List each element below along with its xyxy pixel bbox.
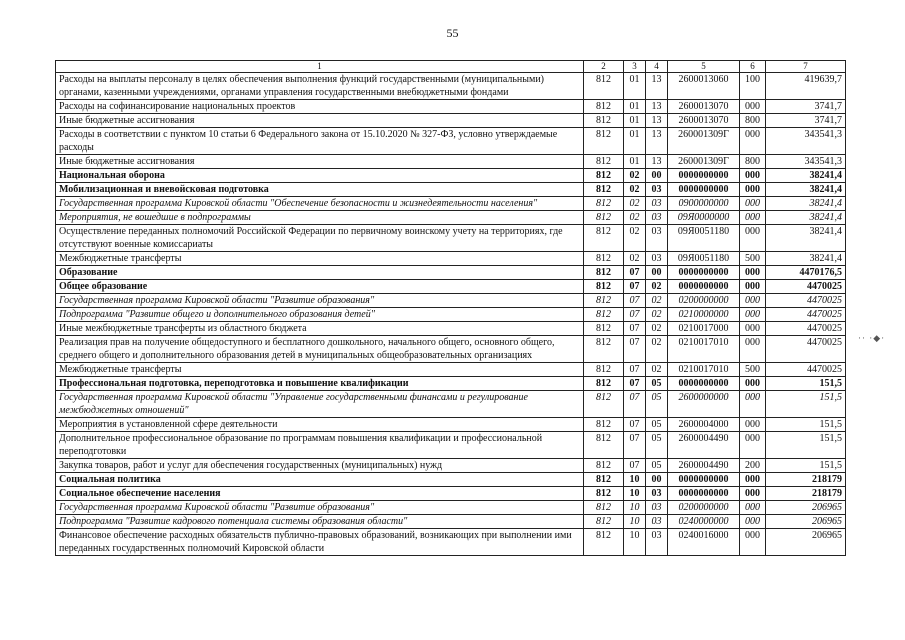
cell-ved: 812 [584, 169, 624, 183]
cell-name: Профессиональная подготовка, переподготовка и повышение квалификации [56, 377, 584, 391]
cell-vr: 100 [740, 73, 766, 100]
table-row [56, 294, 846, 308]
cell-rz: 10 [624, 487, 646, 501]
cell-csr: 2600000000 [668, 391, 740, 418]
cell-ved: 812 [584, 155, 624, 169]
cell-csr: 0210000000 [668, 308, 740, 322]
cell-sum: 218179 [766, 487, 846, 501]
header-cell: 5 [668, 61, 740, 73]
header-cell: 6 [740, 61, 766, 73]
cell-ved: 812 [584, 252, 624, 266]
cell-name: Расходы на софинансирование национальных проектов [56, 100, 584, 114]
cell-rz: 01 [624, 155, 646, 169]
cell-sum: 4470025 [766, 308, 846, 322]
cell-sum: 38241,4 [766, 197, 846, 211]
scan-artifact: ·· ·◆· [858, 333, 886, 343]
cell-ved: 812 [584, 114, 624, 128]
cell-ved: 812 [584, 501, 624, 515]
cell-ved: 812 [584, 322, 624, 336]
cell-sum: 206965 [766, 515, 846, 529]
cell-vr: 000 [740, 128, 766, 155]
cell-sum: 151,5 [766, 377, 846, 391]
cell-vr: 000 [740, 225, 766, 252]
cell-ved: 812 [584, 363, 624, 377]
cell-rz: 02 [624, 211, 646, 225]
cell-vr: 800 [740, 155, 766, 169]
cell-pr: 03 [646, 529, 668, 556]
table-row [56, 487, 846, 501]
cell-name: Образование [56, 266, 584, 280]
page-number: 55 [446, 26, 459, 40]
cell-rz: 07 [624, 336, 646, 363]
cell-rz: 01 [624, 128, 646, 155]
cell-name: Иные бюджетные ассигнования [56, 114, 584, 128]
cell-rz: 10 [624, 473, 646, 487]
cell-sum: 4470025 [766, 336, 846, 363]
cell-name: Мероприятия, не вошедшие в подпрограммы [56, 211, 584, 225]
cell-sum: 343541,3 [766, 155, 846, 169]
cell-vr: 000 [740, 169, 766, 183]
cell-name: Расходы в соответствии с пунктом 10 статьи 6 Федерального закона от 15.10.2020 № 327-ФЗ, условно утверждаемые расходы [56, 128, 584, 155]
cell-csr: 2600013070 [668, 114, 740, 128]
cell-rz: 02 [624, 225, 646, 252]
cell-rz: 01 [624, 114, 646, 128]
cell-sum: 4470025 [766, 363, 846, 377]
cell-csr: 0000000000 [668, 473, 740, 487]
cell-pr: 02 [646, 322, 668, 336]
cell-csr: 09Я0051180 [668, 225, 740, 252]
table-row [56, 211, 846, 225]
cell-name: Дополнительное профессиональное образование по программам повышения квалификации и профессиональной переподготовки [56, 432, 584, 459]
cell-pr: 02 [646, 294, 668, 308]
cell-vr: 000 [740, 418, 766, 432]
cell-sum: 206965 [766, 529, 846, 556]
cell-name: Государственная программа Кировской области "Развитие образования" [56, 501, 584, 515]
cell-name: Государственная программа Кировской области "Управление государственными финансами и регулирование межбюджетных отношений" [56, 391, 584, 418]
header-cell: 4 [646, 61, 668, 73]
cell-pr: 05 [646, 459, 668, 473]
table-row [56, 363, 846, 377]
cell-csr: 09Я0000000 [668, 211, 740, 225]
cell-name: Мобилизационная и вневойсковая подготовка [56, 183, 584, 197]
cell-rz: 10 [624, 529, 646, 556]
cell-vr: 000 [740, 515, 766, 529]
cell-rz: 07 [624, 266, 646, 280]
cell-pr: 00 [646, 169, 668, 183]
table-row [56, 418, 846, 432]
cell-ved: 812 [584, 128, 624, 155]
cell-pr: 00 [646, 266, 668, 280]
cell-rz: 07 [624, 418, 646, 432]
cell-rz: 02 [624, 169, 646, 183]
cell-rz: 01 [624, 73, 646, 100]
cell-csr: 2600013060 [668, 73, 740, 100]
cell-sum: 4470025 [766, 294, 846, 308]
cell-name: Межбюджетные трансферты [56, 363, 584, 377]
cell-pr: 02 [646, 280, 668, 294]
cell-sum: 38241,4 [766, 169, 846, 183]
table-row [56, 473, 846, 487]
cell-vr: 000 [740, 487, 766, 501]
cell-pr: 05 [646, 418, 668, 432]
cell-vr: 000 [740, 197, 766, 211]
cell-vr: 000 [740, 336, 766, 363]
cell-vr: 500 [740, 252, 766, 266]
cell-rz: 07 [624, 459, 646, 473]
cell-name: Осуществление переданных полномочий Российской Федерации по первичному воинскому учету на территориях, где отсутствуют военные комиссариаты [56, 225, 584, 252]
header-cell: 2 [584, 61, 624, 73]
cell-pr: 03 [646, 252, 668, 266]
cell-name: Закупка товаров, работ и услуг для обеспечения государственных (муниципальных) нужд [56, 459, 584, 473]
cell-name: Финансовое обеспечение расходных обязательств публично-правовых образований, возникающих при выполнении ими переданных государственных полномочий Кировской области [56, 529, 584, 556]
cell-pr: 13 [646, 73, 668, 100]
cell-ved: 812 [584, 391, 624, 418]
cell-name: Иные межбюджетные трансферты из областного бюджета [56, 322, 584, 336]
cell-rz: 02 [624, 252, 646, 266]
cell-ved: 812 [584, 211, 624, 225]
cell-sum: 218179 [766, 473, 846, 487]
cell-pr: 03 [646, 183, 668, 197]
cell-name: Подпрограмма "Развитие кадрового потенциала системы образования области" [56, 515, 584, 529]
cell-csr: 0200000000 [668, 294, 740, 308]
cell-csr: 0210017010 [668, 336, 740, 363]
cell-pr: 05 [646, 391, 668, 418]
cell-csr: 0240000000 [668, 515, 740, 529]
cell-pr: 05 [646, 432, 668, 459]
cell-sum: 151,5 [766, 418, 846, 432]
table-row [56, 73, 846, 100]
cell-name: Государственная программа Кировской области "Развитие образования" [56, 294, 584, 308]
cell-ved: 812 [584, 225, 624, 252]
table-row [56, 501, 846, 515]
cell-vr: 500 [740, 363, 766, 377]
cell-vr: 000 [740, 529, 766, 556]
table-row [56, 169, 846, 183]
cell-pr: 03 [646, 487, 668, 501]
cell-csr: 0000000000 [668, 266, 740, 280]
cell-pr: 13 [646, 114, 668, 128]
cell-rz: 07 [624, 322, 646, 336]
cell-csr: 2600004000 [668, 418, 740, 432]
cell-csr: 0000000000 [668, 377, 740, 391]
cell-rz: 07 [624, 391, 646, 418]
cell-csr: 0000000000 [668, 487, 740, 501]
cell-csr: 0210017000 [668, 322, 740, 336]
cell-name: Социальное обеспечение населения [56, 487, 584, 501]
cell-sum: 419639,7 [766, 73, 846, 100]
cell-csr: 0240016000 [668, 529, 740, 556]
cell-name: Социальная политика [56, 473, 584, 487]
table-row [56, 280, 846, 294]
cell-ved: 812 [584, 459, 624, 473]
cell-pr: 02 [646, 336, 668, 363]
cell-name: Мероприятия в установленной сфере деятельности [56, 418, 584, 432]
cell-pr: 02 [646, 363, 668, 377]
table-body [56, 73, 846, 556]
cell-csr: 09Я0051180 [668, 252, 740, 266]
cell-ved: 812 [584, 377, 624, 391]
cell-vr: 200 [740, 459, 766, 473]
cell-vr: 000 [740, 211, 766, 225]
cell-rz: 07 [624, 363, 646, 377]
cell-csr: 260001309Г [668, 155, 740, 169]
cell-pr: 03 [646, 515, 668, 529]
table-row [56, 391, 846, 418]
cell-sum: 3741,7 [766, 100, 846, 114]
cell-vr: 000 [740, 322, 766, 336]
table-row [56, 225, 846, 252]
cell-rz: 07 [624, 308, 646, 322]
table-row [56, 308, 846, 322]
cell-sum: 38241,4 [766, 183, 846, 197]
cell-rz: 02 [624, 183, 646, 197]
cell-rz: 10 [624, 501, 646, 515]
table-row [56, 515, 846, 529]
cell-sum: 38241,4 [766, 225, 846, 252]
cell-ved: 812 [584, 294, 624, 308]
cell-vr: 000 [740, 473, 766, 487]
cell-vr: 000 [740, 266, 766, 280]
cell-sum: 4470025 [766, 322, 846, 336]
header-cell: 3 [624, 61, 646, 73]
table-row [56, 114, 846, 128]
cell-ved: 812 [584, 308, 624, 322]
cell-pr: 03 [646, 211, 668, 225]
cell-csr: 0210017010 [668, 363, 740, 377]
cell-csr: 2600004490 [668, 432, 740, 459]
cell-ved: 812 [584, 183, 624, 197]
table-row [56, 529, 846, 556]
table-row [56, 322, 846, 336]
cell-csr: 0200000000 [668, 501, 740, 515]
cell-vr: 000 [740, 432, 766, 459]
cell-sum: 38241,4 [766, 252, 846, 266]
cell-ved: 812 [584, 418, 624, 432]
cell-sum: 151,5 [766, 459, 846, 473]
cell-vr: 800 [740, 114, 766, 128]
cell-ved: 812 [584, 266, 624, 280]
cell-ved: 812 [584, 280, 624, 294]
cell-csr: 0000000000 [668, 280, 740, 294]
table-row [56, 155, 846, 169]
cell-rz: 07 [624, 280, 646, 294]
cell-ved: 812 [584, 487, 624, 501]
cell-sum: 151,5 [766, 432, 846, 459]
cell-pr: 03 [646, 501, 668, 515]
cell-csr: 2600004490 [668, 459, 740, 473]
cell-csr: 0900000000 [668, 197, 740, 211]
cell-pr: 02 [646, 308, 668, 322]
cell-vr: 000 [740, 280, 766, 294]
cell-name: Государственная программа Кировской области "Обеспечение безопасности и жизнедеятельности населения" [56, 197, 584, 211]
cell-vr: 000 [740, 100, 766, 114]
cell-sum: 206965 [766, 501, 846, 515]
cell-pr: 00 [646, 473, 668, 487]
cell-pr: 13 [646, 100, 668, 114]
cell-vr: 000 [740, 391, 766, 418]
cell-name: Иные бюджетные ассигнования [56, 155, 584, 169]
cell-csr: 2600013070 [668, 100, 740, 114]
cell-ved: 812 [584, 515, 624, 529]
cell-rz: 07 [624, 377, 646, 391]
cell-vr: 000 [740, 183, 766, 197]
cell-pr: 13 [646, 128, 668, 155]
cell-name: Реализация прав на получение общедоступного и бесплатного дошкольного, начального общего, основного общего, среднего общего и дополнительного образования детей в муниципальных общеобразовательных организациях [56, 336, 584, 363]
cell-vr: 000 [740, 377, 766, 391]
table-row [56, 100, 846, 114]
cell-rz: 02 [624, 197, 646, 211]
table-header-row [56, 61, 846, 73]
cell-name: Подпрограмма "Развитие общего и дополнительного образования детей" [56, 308, 584, 322]
table-row [56, 197, 846, 211]
cell-vr: 000 [740, 294, 766, 308]
cell-csr: 0000000000 [668, 183, 740, 197]
cell-name: Общее образование [56, 280, 584, 294]
cell-name: Межбюджетные трансферты [56, 252, 584, 266]
cell-vr: 000 [740, 308, 766, 322]
cell-ved: 812 [584, 473, 624, 487]
cell-sum: 4470176,5 [766, 266, 846, 280]
table-row [56, 183, 846, 197]
cell-sum: 4470025 [766, 280, 846, 294]
cell-sum: 343541,3 [766, 128, 846, 155]
table-row [56, 266, 846, 280]
cell-sum: 3741,7 [766, 114, 846, 128]
cell-sum: 38241,4 [766, 211, 846, 225]
cell-vr: 000 [740, 501, 766, 515]
cell-ved: 812 [584, 336, 624, 363]
table-row [56, 377, 846, 391]
cell-csr: 0000000000 [668, 169, 740, 183]
cell-ved: 812 [584, 73, 624, 100]
header-cell: 1 [56, 61, 584, 73]
cell-name: Национальная оборона [56, 169, 584, 183]
cell-pr: 03 [646, 225, 668, 252]
cell-ved: 812 [584, 100, 624, 114]
table-row [56, 459, 846, 473]
cell-ved: 812 [584, 529, 624, 556]
cell-ved: 812 [584, 197, 624, 211]
cell-pr: 13 [646, 155, 668, 169]
cell-sum: 151,5 [766, 391, 846, 418]
cell-rz: 07 [624, 432, 646, 459]
cell-rz: 10 [624, 515, 646, 529]
cell-rz: 01 [624, 100, 646, 114]
cell-name: Расходы на выплаты персоналу в целях обеспечения выполнения функций государственными (муниципальными) органами, казенными учреждениями, органами управления государственными внебюджетными фондами [56, 73, 584, 100]
cell-rz: 07 [624, 294, 646, 308]
cell-ved: 812 [584, 432, 624, 459]
cell-pr: 05 [646, 377, 668, 391]
cell-csr: 260001309Г [668, 128, 740, 155]
cell-pr: 03 [646, 197, 668, 211]
table-row [56, 432, 846, 459]
table-row [56, 336, 846, 363]
table-row [56, 128, 846, 155]
header-cell: 7 [766, 61, 846, 73]
budget-table [55, 60, 846, 556]
table-row [56, 252, 846, 266]
